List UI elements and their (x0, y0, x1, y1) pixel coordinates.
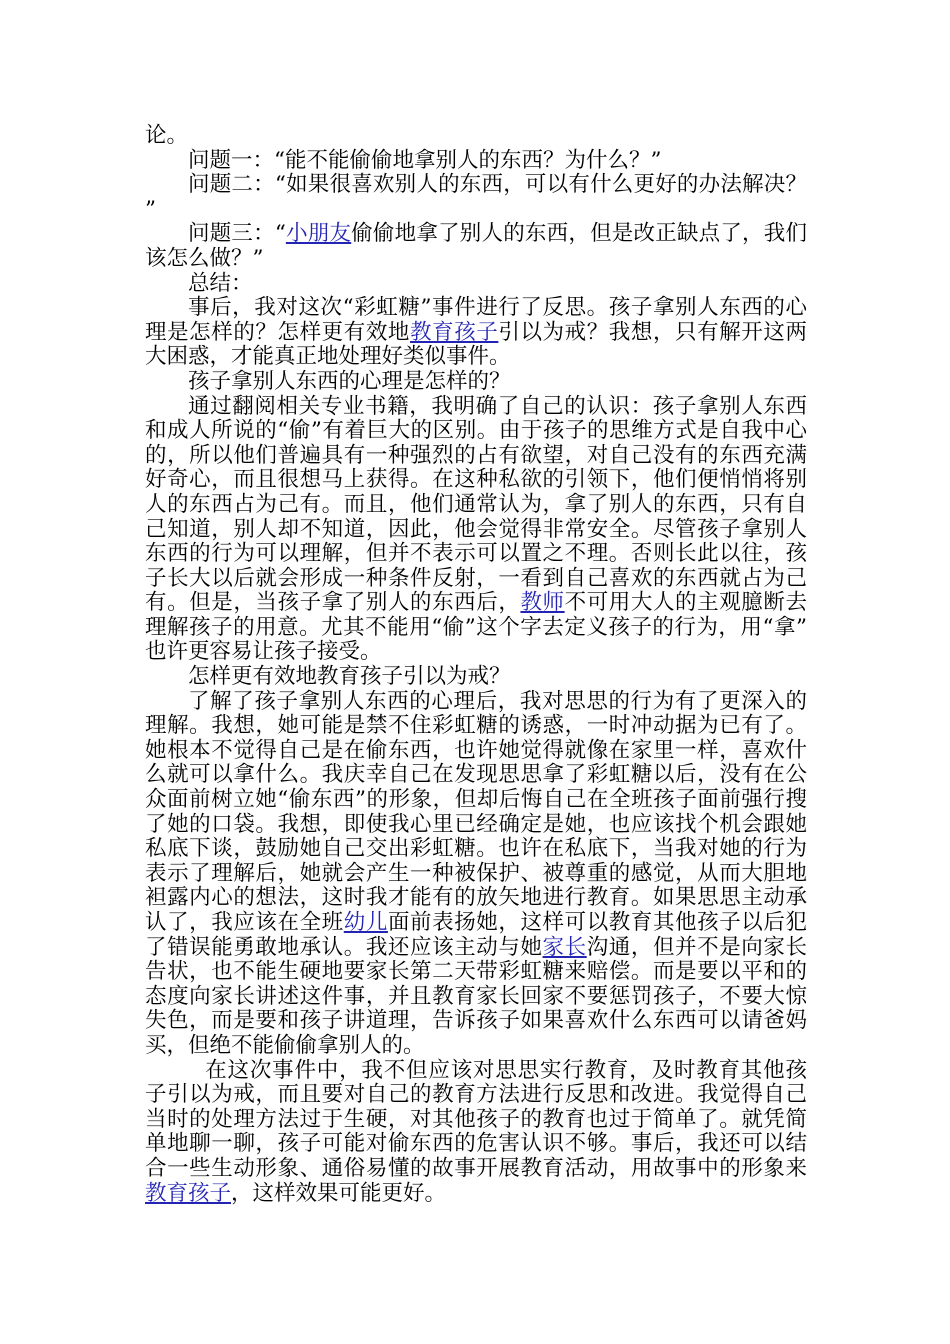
paragraph-text: 事后，我对这次“彩虹糖”事件进行了反思。孩子拿别人东西的心理是怎样的？怎样更有效地 (145, 295, 807, 345)
education-paragraph (145, 690, 807, 1059)
link-youer[interactable]: 幼儿 (343, 910, 388, 935)
paragraph-text: 偷偷地拿了别人的东西，但是改正缺点了，我们该怎么做？” (145, 221, 807, 271)
paragraph-text: 怎样更有效地教育孩子引以为戒？ (188, 664, 511, 690)
paragraph-text: 论。 (145, 123, 189, 148)
section-heading-psychology (145, 370, 807, 395)
psychology-paragraph (145, 395, 807, 666)
paragraph-text: 了解了孩子拿别人东西的心理后，我对思思的行为有了更深入的理解。我想，她可能是禁不住彩虹糖的诱惑，一时冲动据为已有了。她根本不觉得自己是在偷东西，也许她觉得就像在家里一样，喜欢什么就可以拿什么。我庆幸自己在发现思思拿了彩虹糖以后，没有在公众面前树立她“偷东西”的形象，但却后悔自己在全班孩子面前强行搜了她的口袋。我想，即使我心里已经确定是她，也应该找个机会跟她私底下谈，鼓励她自己交出彩虹糖。也许在私底下，当我对她的行为表示了理解后，她就会产生一种被保护、被尊重的感觉，从而大胆地袒露内心的想法，这时我才能有的放矢地进行教育。如果思思主动承认了，我应该在全班 (145, 688, 807, 935)
question-two (145, 173, 807, 222)
paragraph-continuation (145, 124, 807, 149)
paragraph-text: 问题三：“ (188, 221, 286, 247)
paragraph-text: 沟通，但并不是向家长告状，也不能生硬地要家长第二天带彩虹糖来赔偿。而是要以平和的态度向家长讲述这件事，并且教育家长回家不要惩罚孩子，不要大惊失色，而是要和孩子讲道理，告诉孩子如果喜欢什么东西可以请爸妈买，但绝不能偷偷拿别人的。 (145, 934, 807, 1058)
paragraph-text: 在这次事件中，我不但应该对思思实行教育，及时教育其他孩子引以为戒，而且要对自己的教育方法进行反思和改进。我觉得自己当时的处理方法过于生硬，对其他孩子的教育也过于简单了。就凭简单地聊一聊，孩子可能对偷东西的危害认识不够。事后，我还可以结合一些生动形象、通俗易懂的故事开展教育活动，用故事中的形象来 (145, 1057, 807, 1181)
link-xiaopengyou[interactable]: 小朋友 (285, 221, 352, 247)
paragraph-text: 引以为戒？我想，只有解开这两大困惑，才能真正地处理好类似事件。 (145, 319, 807, 370)
question-one (145, 149, 807, 174)
paragraph-text: 孩子拿别人东西的心理是怎样的？ (188, 368, 511, 394)
summary-heading (145, 272, 807, 297)
section-heading-education (145, 665, 807, 690)
link-jiaoyu-haizi-2[interactable]: 教育孩子 (145, 1180, 232, 1206)
paragraph-text: 不可用大人的主观臆断去理解孩子的用意。尤其不能用“偷”这个字去定义孩子的行为，用“拿”也许更容易让孩子接受。 (145, 590, 807, 665)
reflection-paragraph (145, 296, 807, 370)
document-body (145, 124, 807, 1206)
question-three (145, 222, 807, 271)
paragraph-text: 面前表扬她，这样可以教育其他孩子以后犯了错误能勇敢地承认。我还应该主动与她 (145, 910, 807, 960)
paragraph-text: 总结： (188, 270, 253, 296)
link-jiazhang[interactable]: 家长 (542, 934, 587, 960)
paragraph-text: 问题一：“能不能偷偷地拿别人的东西？为什么？” (188, 147, 662, 173)
closing-paragraph (145, 1059, 807, 1207)
link-jiaoyu-haizi[interactable]: 教育孩子 (410, 319, 499, 345)
paragraph-text: 通过翻阅相关专业书籍，我明确了自己的认识：孩子拿别人东西和成人所说的“偷”有着巨大的区别。由于孩子的思维方式是自我中心的，所以他们普遍具有一种强烈的占有欲望，对自己没有的东西充满好奇心，而且很想马上获得。在这种私欲的引领下，他们便悄悄将别人的东西占为己有。而且，他们通常认为，拿了别人的东西，只有自己知道，别人却不知道，因此，他会觉得非常安全。尽管孩子拿别人东西的行为可以理解，但并不表示可以置之不理。否则长此以往，孩子长大以后就会形成一种条件反射，一看到自己喜欢的东西就占为己有。但是，当孩子拿了别人的东西后， (145, 393, 807, 616)
paragraph-text: 问题二：“如果很喜欢别人的东西，可以有什么更好的办法解决？” (145, 172, 807, 222)
link-jiaoshi[interactable]: 教师 (520, 590, 565, 616)
paragraph-text: ，这样效果可能更好。 (231, 1180, 447, 1206)
